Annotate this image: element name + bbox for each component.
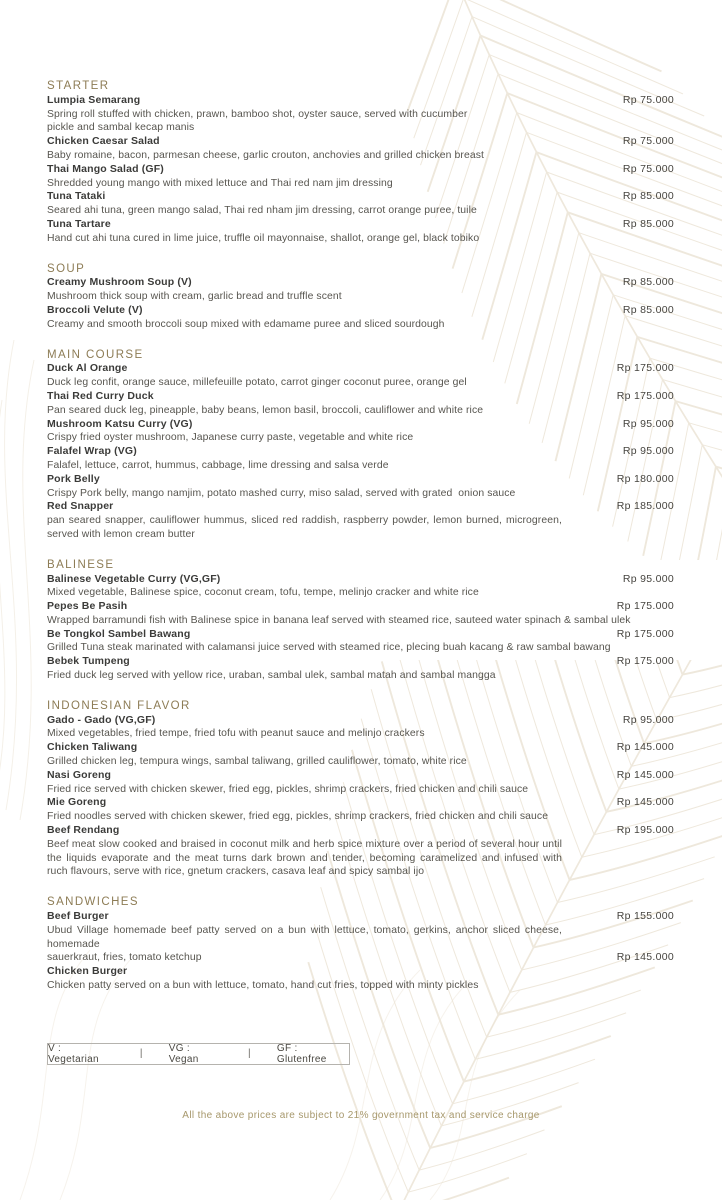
item-name: Tuna Tartare — [47, 217, 111, 230]
legend-entry: V : Vegetarian — [48, 1042, 99, 1065]
item-description-row — [47, 177, 674, 191]
item-description-row — [47, 108, 674, 122]
menu-item-row — [47, 473, 674, 487]
item-price: Rp 85.000 — [622, 190, 674, 203]
item-description-line: served with lemon cream butter — [47, 528, 195, 540]
item-price: Rp 85.000 — [622, 303, 674, 316]
item-description-line: ruch flavours, serve with rice, gnetum crackers, casava leaf and spicy sambal ijo — [47, 866, 425, 878]
item-price: Rp 175.000 — [616, 389, 674, 402]
item-description-line: Fried noodles served with chicken skewer, fried egg, pickles, shrimp crackers, fried chicken and chili sauce — [47, 811, 549, 823]
menu-item-row — [47, 418, 674, 432]
item-price: Rp 175.000 — [616, 655, 674, 668]
item-description-row — [47, 318, 674, 332]
item-description-line: Shredded young mango with mixed lettuce and Thai red nam jim dressing — [47, 177, 393, 189]
item-name: Be Tongkol Sambel Bawang — [47, 627, 191, 640]
item-description-line: Crispy fried oyster mushroom, Japanese curry paste, vegetable and white rice — [47, 432, 414, 444]
menu-item-row — [47, 741, 674, 755]
item-description-line: Spring roll stuffed with chicken, prawn, bamboo shot, oyster sauce, served with cucumber — [47, 108, 468, 120]
item-description-line: Wrapped barramundi fish with Balinese spice in banana leaf served with steamed rice, sauteed water spinach & sambal ulek — [47, 614, 631, 626]
item-description-line: Ubud Village homemade beef patty served on a bun with lettuce, tomato, gerkins, anchor sliced cheese, homemade — [47, 924, 562, 950]
item-description-row — [47, 852, 674, 866]
menu-item-row — [47, 304, 674, 318]
menu-item-row — [47, 573, 674, 587]
legend-separator: | — [139, 1048, 143, 1060]
item-description-row — [47, 924, 674, 952]
legend-box — [47, 1043, 350, 1065]
section-title: INDONESIAN FLAVOR — [47, 699, 191, 712]
menu-item-row — [47, 190, 674, 204]
menu-item-row — [47, 628, 674, 642]
item-description-row — [47, 951, 674, 965]
menu-item-row — [47, 218, 674, 232]
menu-item-row — [47, 655, 674, 669]
item-price: Rp 75.000 — [622, 93, 674, 106]
item-name: Chicken Taliwang — [47, 741, 138, 754]
item-description-row — [47, 487, 674, 501]
item-name: Lumpia Semarang — [47, 93, 141, 106]
item-name: Mie Goreng — [47, 796, 107, 809]
item-description-row — [47, 838, 674, 852]
item-price: Rp 95.000 — [622, 572, 674, 585]
item-description-line: Baby romaine, bacon, parmesan cheese, garlic crouton, anchovies and grilled chicken breast — [47, 149, 484, 161]
menu-item-row — [47, 163, 674, 177]
item-description-row — [47, 431, 674, 445]
section-title: BALINESE — [47, 558, 115, 571]
item-description-line: Beef meat slow cooked and braised in coconut milk and herb spice mixture over a period of several hour until — [47, 838, 562, 850]
menu-section — [47, 263, 674, 332]
item-description-row — [47, 514, 674, 528]
item-name: Balinese Vegetable Curry (VG,GF) — [47, 572, 221, 585]
item-name: Red Snapper — [47, 500, 114, 513]
item-name: Pork Belly — [47, 472, 100, 485]
menu-section — [47, 896, 674, 993]
item-description-line: Fried duck leg served with yellow rice, uraban, sambal ulek, sambal matah and sambal mangga — [47, 670, 496, 682]
item-description-line: Fried rice served with chicken skewer, fried egg, pickles, shrimp crackers, fried chicken and chili sauce — [47, 783, 529, 795]
item-price: Rp 75.000 — [622, 135, 674, 148]
section-title: SOUP — [47, 262, 86, 275]
section-title: SANDWICHES — [47, 896, 139, 909]
item-description-row — [47, 669, 674, 683]
item-name: Chicken Caesar Salad — [47, 135, 160, 148]
menu-item-row — [47, 600, 674, 614]
item-description-line: pan seared snapper, cauliflower hummus, sliced red raddish, raspberry powder, lemon burned, microgreen, — [47, 515, 562, 527]
legend-separator: | — [247, 1048, 251, 1060]
legend-entry: GF : Glutenfree — [276, 1042, 327, 1065]
item-name: Tuna Tataki — [47, 190, 106, 203]
item-price: Rp 195.000 — [616, 824, 674, 837]
menu-sections — [47, 80, 674, 993]
item-description-line: Mixed vegetables, fried tempe, fried tofu with peanut sauce and melinjo crackers — [47, 728, 425, 740]
item-price: Rp 85.000 — [622, 217, 674, 230]
item-name: Broccoli Velute (V) — [47, 303, 143, 316]
item-description-row — [47, 121, 674, 135]
menu-item-row — [47, 276, 674, 290]
item-description-row — [47, 586, 674, 600]
item-description-line: Falafel, lettuce, carrot, hummus, cabbage, lime dressing and salsa verde — [47, 459, 389, 471]
menu-item-row — [47, 824, 674, 838]
item-name: Creamy Mushroom Soup (V) — [47, 276, 192, 289]
menu-item-row — [47, 135, 674, 149]
item-price: Rp 175.000 — [616, 627, 674, 640]
item-price: Rp 175.000 — [616, 600, 674, 613]
item-description-row — [47, 459, 674, 473]
menu-section — [47, 700, 674, 879]
item-description-row — [47, 528, 674, 542]
item-name: Bebek Tumpeng — [47, 655, 130, 668]
item-description-row — [47, 404, 674, 418]
item-price: Rp 95.000 — [622, 713, 674, 726]
item-name: Nasi Goreng — [47, 768, 112, 781]
menu-item-row — [47, 390, 674, 404]
menu-content — [47, 80, 674, 1065]
menu-item-row — [47, 796, 674, 810]
item-description-line: Creamy and smooth broccoli soup mixed with edamame puree and sliced sourdough — [47, 318, 445, 330]
item-description-row — [47, 614, 674, 628]
menu-item-row — [47, 910, 674, 924]
item-description-line: Mushroom thick soup with cream, garlic bread and truffle scent — [47, 291, 342, 303]
item-price: Rp 180.000 — [616, 472, 674, 485]
menu-section — [47, 559, 674, 683]
item-price: Rp 145.000 — [616, 951, 674, 964]
item-description-line: Grilled Tuna steak marinated with calamansi juice served with steamed rice, plecing buah kacang & raw sambal bawang — [47, 642, 611, 654]
legend-entry: VG : Vegan — [168, 1042, 199, 1065]
menu-item-row — [47, 769, 674, 783]
item-description-row — [47, 865, 674, 879]
item-description-line: Mixed vegetable, Balinese spice, coconut cream, tofu, tempe, melinjo cracker and white rice — [47, 587, 479, 599]
item-price: Rp 175.000 — [616, 362, 674, 375]
item-description-row — [47, 755, 674, 769]
item-description-line: Duck leg confit, orange sauce, millefeuille potato, carrot ginger coconut puree, orange gel — [47, 377, 467, 389]
item-description-row — [47, 979, 674, 993]
item-name: Falafel Wrap (VG) — [47, 445, 137, 458]
item-description-row — [47, 149, 674, 163]
item-description-row — [47, 204, 674, 218]
item-price: Rp 95.000 — [622, 417, 674, 430]
item-name: Thai Red Curry Duck — [47, 389, 154, 402]
menu-item-row — [47, 94, 674, 108]
item-name: Pepes Be Pasih — [47, 600, 128, 613]
menu-section — [47, 80, 674, 246]
section-title: STARTER — [47, 80, 110, 92]
menu-item-row — [47, 714, 674, 728]
tax-note: All the above prices are subject to 21% government tax and service charge — [182, 1110, 540, 1121]
item-price: Rp 145.000 — [616, 741, 674, 754]
menu-item-row — [47, 362, 674, 376]
item-description-row — [47, 783, 674, 797]
item-price: Rp 85.000 — [622, 276, 674, 289]
item-name: Beef Burger — [47, 910, 109, 923]
item-price: Rp 95.000 — [622, 445, 674, 458]
menu-item-row — [47, 500, 674, 514]
item-description-line: Seared ahi tuna, green mango salad, Thai red nham jim dressing, carrot orange puree, tuile — [47, 205, 477, 217]
item-name: Duck Al Orange — [47, 362, 128, 375]
menu-item-row — [47, 965, 674, 979]
item-description-line: the liquids evaporate and the meat turns dark brown and tender, becoming caramelized and infused with — [47, 852, 562, 864]
item-description-line: sauerkraut, fries, tomato ketchup — [47, 952, 202, 964]
item-price: Rp 75.000 — [622, 162, 674, 175]
item-name: Chicken Burger — [47, 965, 128, 978]
menu-section — [47, 349, 674, 542]
item-name: Thai Mango Salad (GF) — [47, 162, 164, 175]
item-description-line: Chicken patty served on a bun with lettuce, tomato, hand cut fries, topped with minty pickles — [47, 980, 479, 992]
item-description-line: Pan seared duck leg, pineapple, baby beans, lemon basil, broccoli, cauliflower and white rice — [47, 404, 484, 416]
item-description-row — [47, 727, 674, 741]
item-description-row — [47, 290, 674, 304]
item-description-line: Crispy Pork belly, mango namjim, potato mashed curry, miso salad, served with grated onion sauce — [47, 487, 516, 499]
item-price: Rp 145.000 — [616, 796, 674, 809]
item-name: Mushroom Katsu Curry (VG) — [47, 417, 193, 430]
item-price: Rp 155.000 — [616, 910, 674, 923]
item-description-line: pickle and sambal kecap manis — [47, 122, 195, 134]
item-price: Rp 145.000 — [616, 768, 674, 781]
item-description-row — [47, 376, 674, 390]
item-description-line: Hand cut ahi tuna cured in lime juice, truffle oil mayonnaise, shallot, orange gel, black tobiko — [47, 232, 480, 244]
item-description-row — [47, 810, 674, 824]
item-description-line: Grilled chicken leg, tempura wings, sambal taliwang, grilled cauliflower, tomato, white rice — [47, 756, 467, 768]
item-description-row — [47, 232, 674, 246]
item-price: Rp 185.000 — [616, 500, 674, 513]
item-name: Gado - Gado (VG,GF) — [47, 713, 156, 726]
menu-item-row — [47, 445, 674, 459]
item-description-row — [47, 641, 674, 655]
item-name: Beef Rendang — [47, 824, 120, 837]
section-title: MAIN COURSE — [47, 348, 144, 361]
